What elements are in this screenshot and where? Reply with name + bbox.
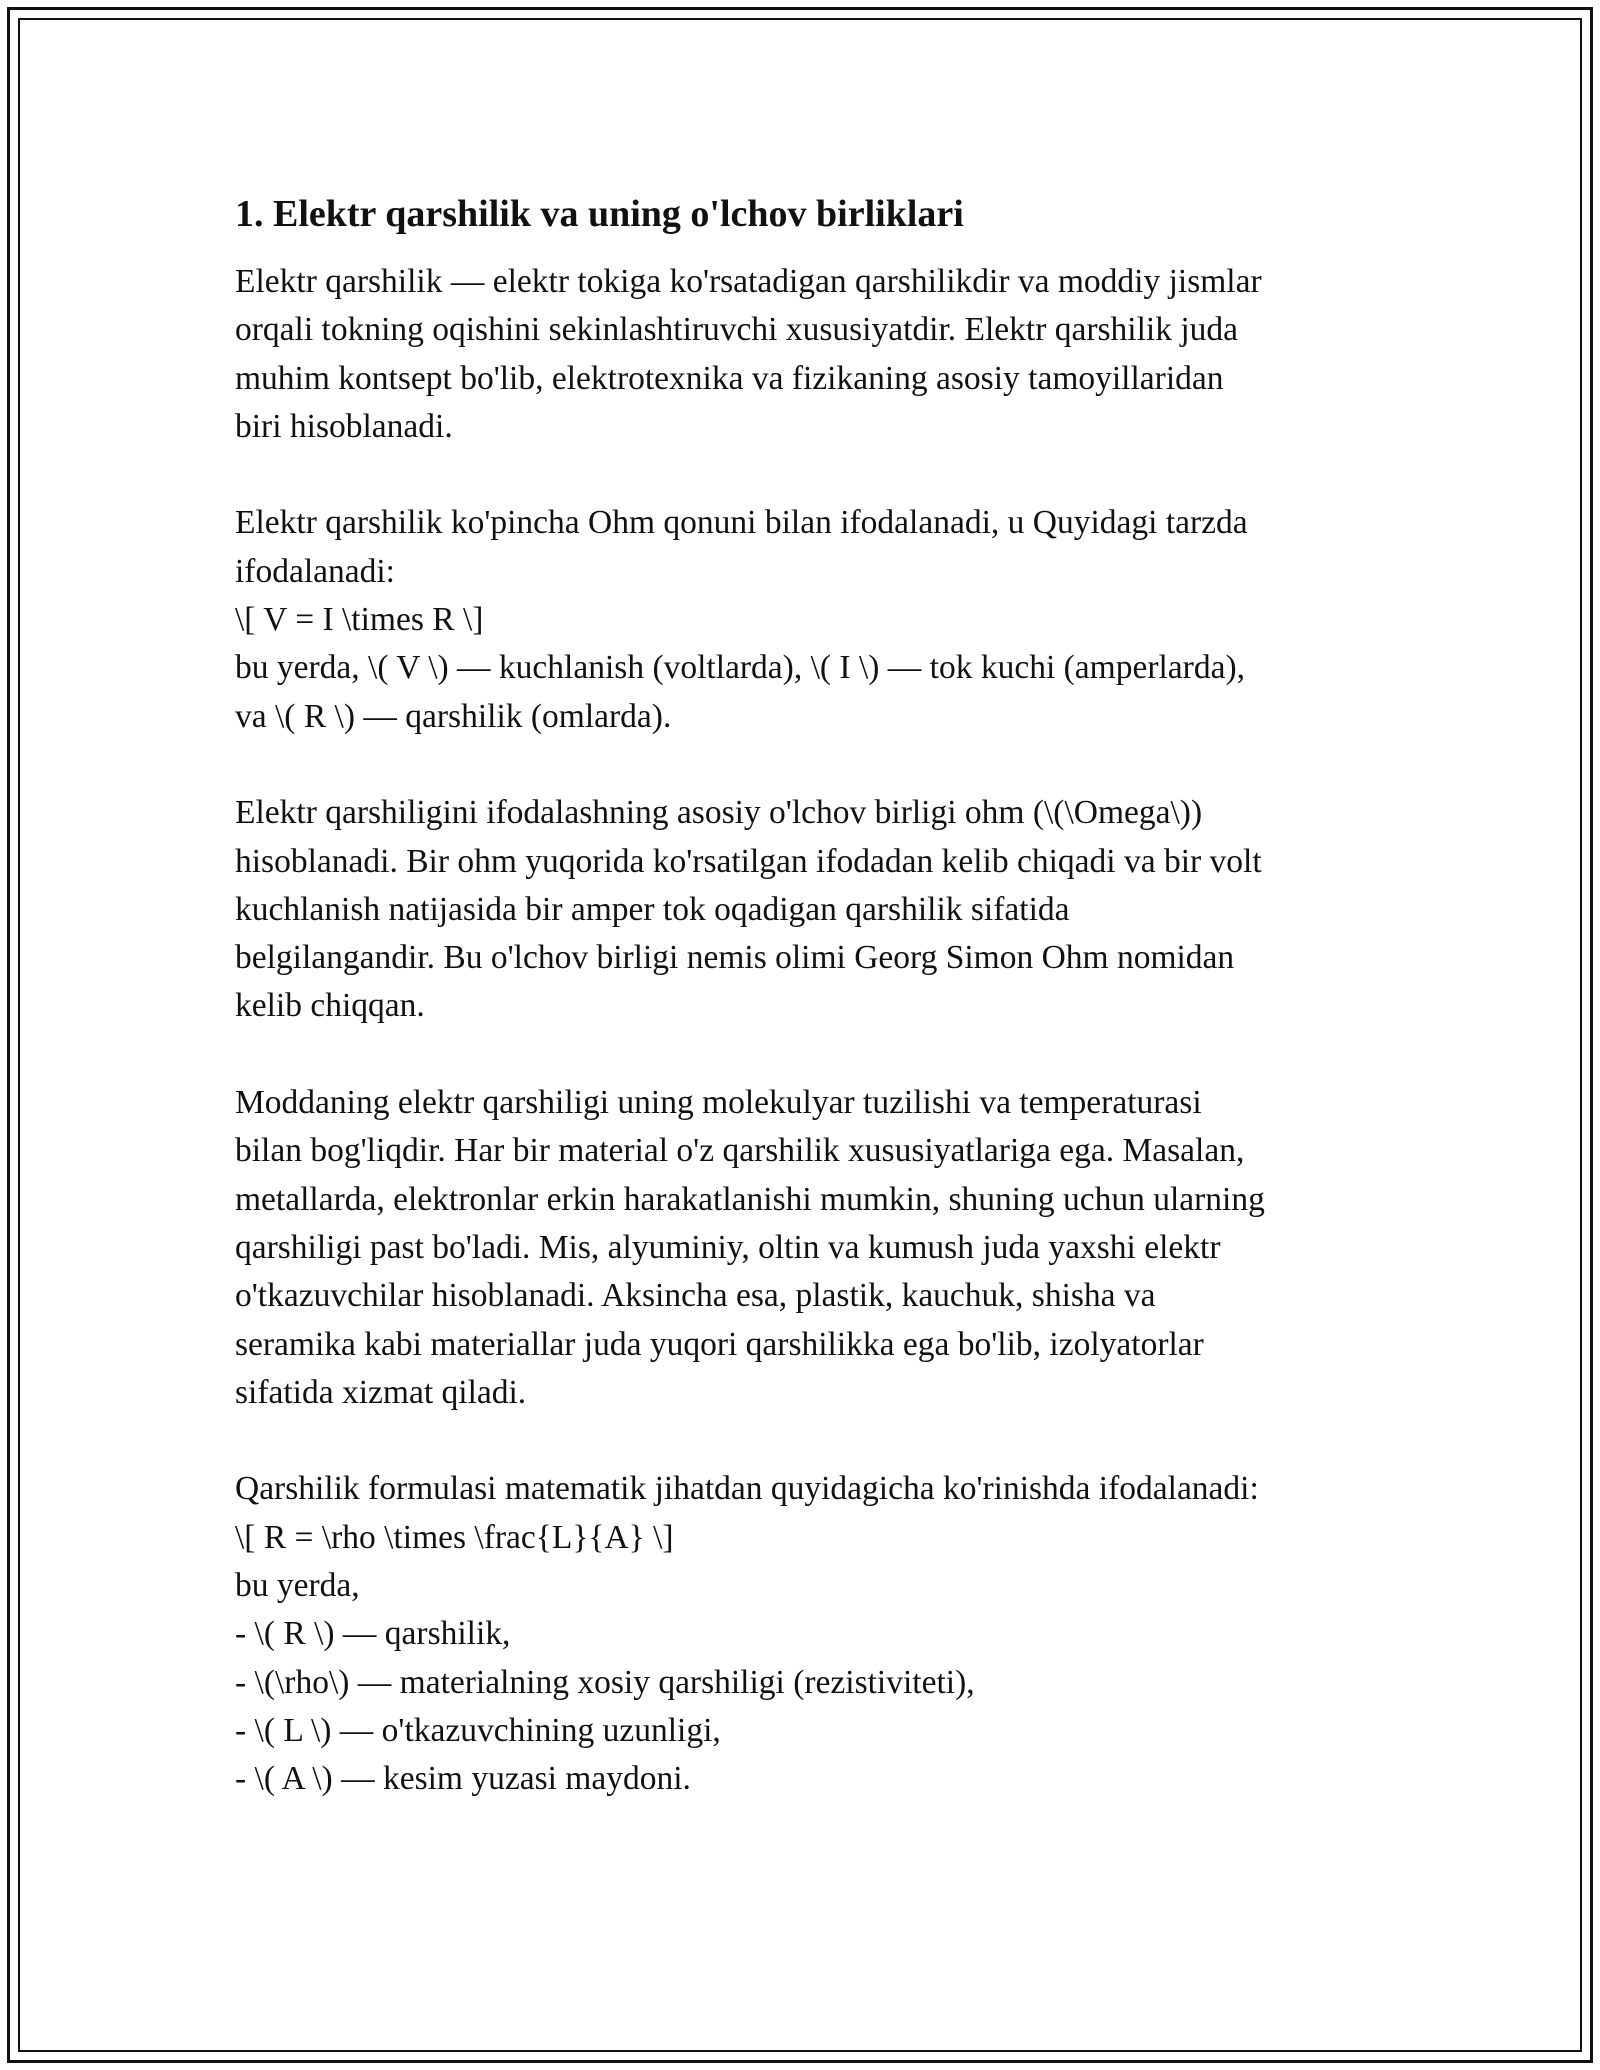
text-line: Moddaning elektr qarshiligi uning molekulyar tuzilishi va temperaturasi	[235, 1084, 1202, 1122]
paragraph-gap	[235, 451, 1375, 499]
paragraph-definition	[235, 258, 1375, 451]
paragraph-gap	[235, 741, 1375, 789]
paragraph-resistance-formula	[235, 1465, 1375, 1803]
text-line: bilan bog'liqdir. Har bir material o'z qarshilik xususiyatlariga ega. Masalan,	[235, 1132, 1245, 1170]
text-line: orqali tokning oqishini sekinlashtiruvchi xususiyatdir. Elektr qarshilik juda	[235, 311, 1239, 349]
formula-line: \[ V = I \times R \]	[235, 601, 484, 639]
paragraph-materials	[235, 1079, 1375, 1417]
text-line: sifatida xizmat qiladi.	[235, 1373, 527, 1411]
list-item: - \( R \) — qarshilik,	[235, 1615, 511, 1653]
text-line: qarshiligi past bo'ladi. Mis, alyuminiy, oltin va kumush juda yaxshi elektr	[235, 1228, 1221, 1266]
text-line: bu yerda, \( V \) — kuchlanish (voltlarda), \( I \) — tok kuchi (amperlarda),	[235, 649, 1245, 687]
text-line: muhim kontsept bo'lib, elektrotexnika va fizikaning asosiy tamoyillaridan	[235, 359, 1224, 397]
text-line: hisoblanadi. Bir ohm yuqorida ko'rsatilgan ifodadan kelib chiqadi va bir volt	[235, 842, 1262, 880]
document-content	[235, 190, 1375, 1804]
text-line: metallarda, elektronlar erkin harakatlanishi mumkin, shuning uchun ularning	[235, 1180, 1265, 1218]
formula-line: \[ R = \rho \times \frac{L}{A} \]	[235, 1518, 674, 1556]
paragraph-gap	[235, 1031, 1375, 1079]
text-line: belgilangandir. Bu o'lchov birligi nemis olimi Georg Simon Ohm nomidan	[235, 939, 1235, 977]
section-heading: 1. Elektr qarshilik va uning o'lchov birliklari	[235, 193, 964, 235]
paragraph-ohm-law	[235, 499, 1375, 740]
text-line: kuchlanish natijasida bir amper tok oqadigan qarshilik sifatida	[235, 890, 1070, 928]
text-line: kelib chiqqan.	[235, 987, 425, 1025]
text-line: Elektr qarshilik — elektr tokiga ko'rsatadigan qarshilikdir va moddiy jismlar	[235, 263, 1262, 300]
paragraph-gap	[235, 1417, 1375, 1465]
text-line: Qarshilik formulasi matematik jihatdan quyidagicha ko'rinishda ifodalanadi:	[235, 1470, 1259, 1508]
text-line: biri hisoblanadi.	[235, 407, 453, 445]
text-line: Elektr qarshiligini ifodalashning asosiy o'lchov birligi ohm (\(\Omega\))	[235, 794, 1203, 832]
text-line: Elektr qarshilik ko'pincha Ohm qonuni bilan ifodalanadi, u Quyidagi tarzda	[235, 504, 1248, 542]
list-item: - \(\rho\) — materialning xosiy qarshiligi (rezistiviteti),	[235, 1663, 975, 1701]
text-line: o'tkazuvchilar hisoblanadi. Aksincha esa, plastik, kauchuk, shisha va	[235, 1277, 1156, 1315]
list-item: - \( L \) — o'tkazuvchining uzunligi,	[235, 1711, 721, 1749]
text-line: bu yerda,	[235, 1567, 360, 1605]
text-line: ifodalanadi:	[235, 552, 395, 590]
paragraph-ohm-unit	[235, 789, 1375, 1030]
text-line: va \( R \) — qarshilik (omlarda).	[235, 697, 672, 735]
list-item: - \( A \) — kesim yuzasi maydoni.	[235, 1760, 691, 1798]
text-line: seramika kabi materiallar juda yuqori qarshilikka ega bo'lib, izolyatorlar	[235, 1325, 1204, 1363]
